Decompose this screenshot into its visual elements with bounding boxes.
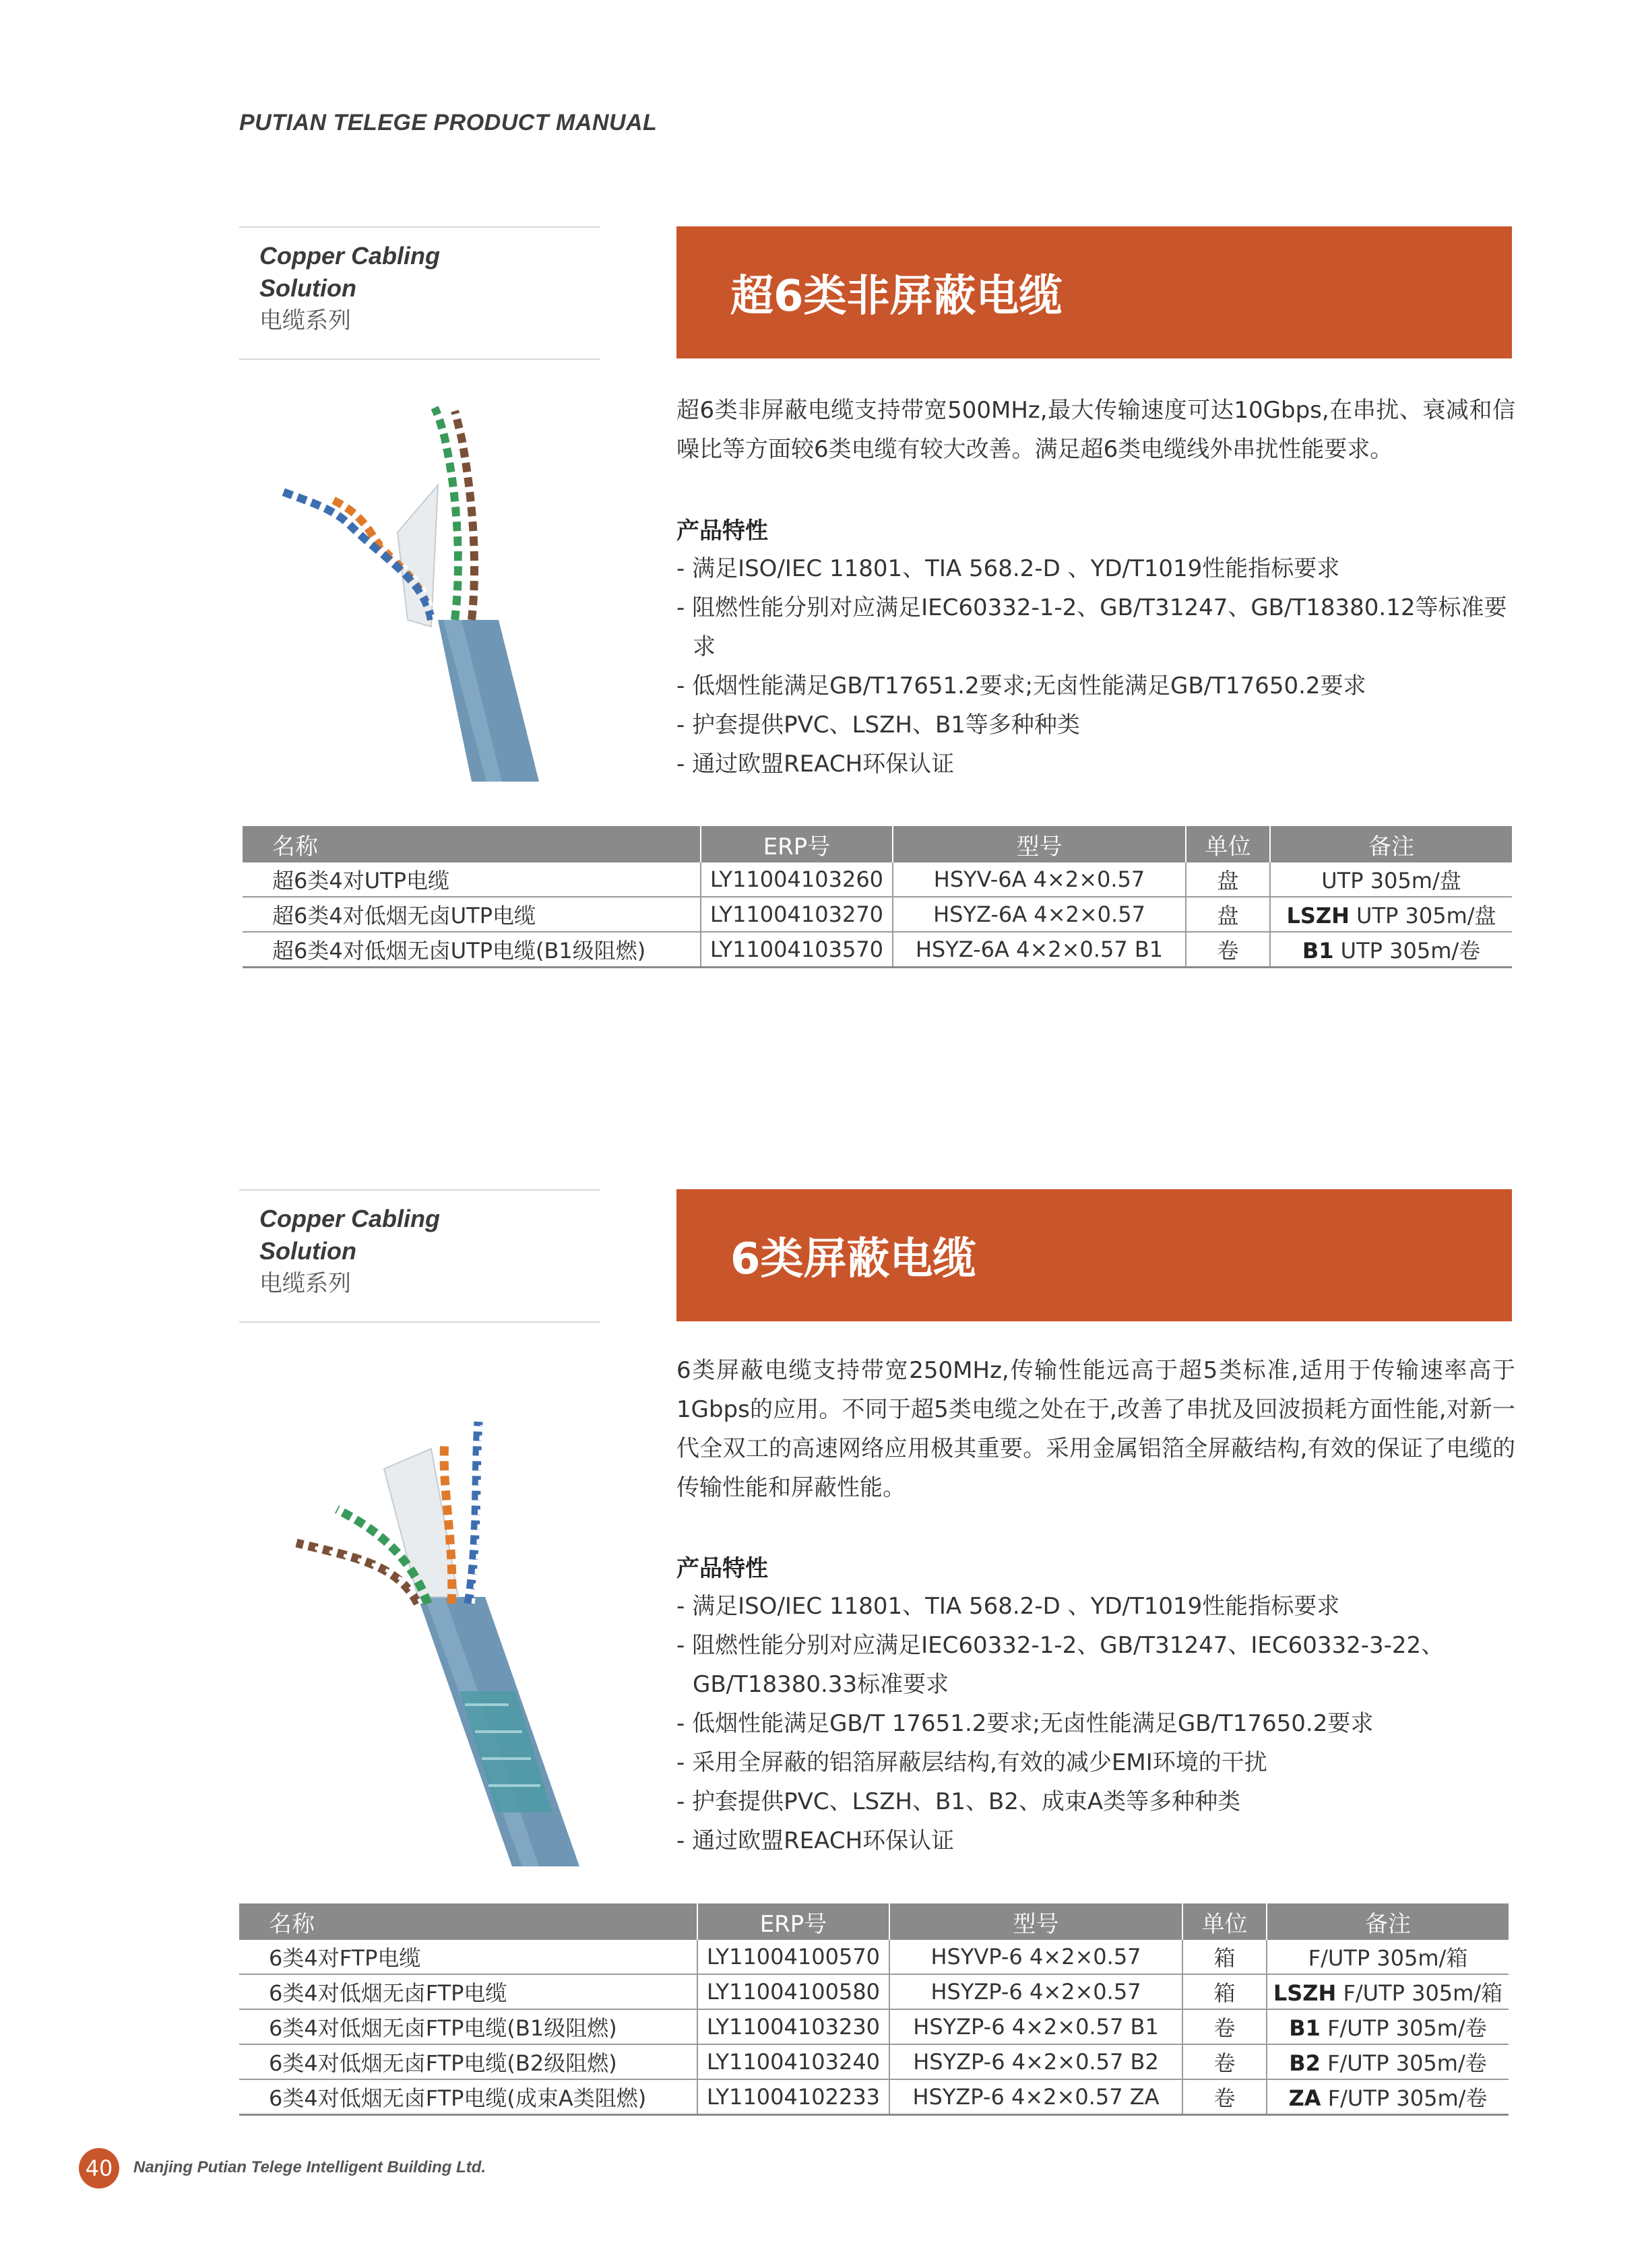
cell-unit: 箱 (1182, 1940, 1267, 1974)
page-number-badge (79, 2148, 119, 2188)
table-row (239, 1940, 1509, 1974)
cell-note (1270, 862, 1512, 897)
features-list (676, 1587, 1512, 1860)
page-number: 40 (85, 2155, 113, 2181)
feature-item: - 满足ISO/IEC 11801、TIA 568.2-D 、YD/T1019性能指标要求 (676, 555, 1340, 582)
note-bold: LSZH (1273, 1980, 1337, 2006)
table-row (243, 897, 1512, 932)
cell-model: HSYZ-6A 4×2×0.57 B1 (893, 932, 1186, 968)
feature-item: - 护套提供PVC、LSZH、B1等多种种类 (676, 712, 1080, 738)
cell-erp: LY11004100580 (697, 1974, 889, 2009)
product-table (239, 1903, 1509, 2116)
note-bold: B1 (1302, 938, 1334, 964)
cell-model: HSYVP-6 4×2×0.57 (889, 1940, 1182, 1974)
cell-unit: 卷 (1182, 2009, 1267, 2044)
col-header-unit: 单位 (1186, 826, 1270, 862)
feature-item: - 满足ISO/IEC 11801、TIA 568.2-D 、YD/T1019性能指标要求 (676, 1593, 1340, 1620)
section-title-text: 6类屏蔽电缆 (730, 1234, 976, 1284)
side-label-en-line1: Copper Cabling (259, 1205, 440, 1232)
col-header-note: 备注 (1267, 1903, 1509, 1940)
note-text: UTP 305m/盘 (1349, 903, 1496, 928)
feature-item: - 通过欧盟REACH环保认证 (676, 1827, 955, 1854)
note-bold: LSZH (1286, 903, 1350, 928)
note-text: F/UTP 305m/卷 (1321, 2085, 1488, 2111)
side-label-cn: 电缆系列 (259, 307, 351, 334)
note-bold: ZA (1288, 2085, 1321, 2111)
note-bold: B2 (1289, 2050, 1321, 2076)
section-title-cat6-ftp (676, 1189, 1512, 1321)
cell-unit: 卷 (1182, 2044, 1267, 2079)
table-header-row (243, 826, 1512, 862)
cell-model: HSYZP-6 4×2×0.57 B1 (889, 2009, 1182, 2044)
feature-item: - 低烟性能满足GB/T 17651.2要求;无卤性能满足GB/T17650.2要求 (676, 1710, 1374, 1737)
feature-item: - 护套提供PVC、LSZH、B1、B2、成束A类等多种种类 (676, 1788, 1241, 1815)
section-title-text: 超6类非屏蔽电缆 (730, 272, 1063, 321)
cell-model: HSYZ-6A 4×2×0.57 (893, 897, 1186, 932)
cell-model: HSYZP-6 4×2×0.57 (889, 1974, 1182, 2009)
cell-erp: LY11004102233 (697, 2079, 889, 2115)
table-row (239, 2044, 1509, 2079)
cell-note (1267, 1940, 1509, 1974)
manual-title: PUTIAN TELEGE PRODUCT MANUAL (239, 110, 658, 135)
feature-item: - 通过欧盟REACH环保认证 (676, 751, 955, 778)
note-text: F/UTP 305m/箱 (1308, 1945, 1468, 1971)
cell-unit: 卷 (1182, 2079, 1267, 2115)
cat6a-utp-cable-photo (270, 398, 606, 782)
col-header-erp: ERP号 (697, 1903, 889, 1940)
cell-model: HSYZP-6 4×2×0.57 B2 (889, 2044, 1182, 2079)
side-label-cn: 电缆系列 (259, 1270, 351, 1297)
cell-note (1270, 897, 1512, 932)
feature-item: - 阻燃性能分别对应满足IEC60332-1-2、GB/T31247、IEC60332-3-22、GB/T18380.33标准要求 (676, 1632, 1445, 1698)
col-header-model: 型号 (889, 1903, 1182, 1940)
cell-erp: LY11004103240 (697, 2044, 889, 2079)
table-row (243, 862, 1512, 897)
footer-company: Nanjing Putian Telege Intelligent Building Ltd. (133, 2158, 486, 2176)
note-text: UTP 305m/盘 (1321, 868, 1461, 893)
table-header-row (239, 1903, 1509, 1940)
cell-erp: LY11004103270 (701, 897, 893, 932)
features-title: 产品特性 (676, 517, 768, 544)
note-text: F/UTP 305m/卷 (1320, 2015, 1487, 2041)
cell-note (1267, 2044, 1509, 2079)
side-label (239, 226, 600, 360)
feature-item: - 低烟性能满足GB/T17651.2要求;无卤性能满足GB/T17650.2要求 (676, 672, 1366, 699)
cell-unit: 卷 (1186, 932, 1270, 968)
cell-note (1267, 2079, 1509, 2115)
feature-item: - 采用全屏蔽的铝箔屏蔽层结构,有效的减少EMI环境的干扰 (676, 1749, 1267, 1776)
note-bold: B1 (1289, 2015, 1321, 2041)
side-label (239, 1189, 600, 1323)
cell-unit: 盘 (1186, 862, 1270, 897)
table-row (239, 1974, 1509, 2009)
table-row (243, 932, 1512, 968)
cell-name: 超6类4对UTP电缆 (243, 862, 701, 897)
cell-name: 超6类4对低烟无卤UTP电缆(B1级阻燃) (243, 932, 701, 968)
cell-name: 6类4对低烟无卤FTP电缆(B2级阻燃) (239, 2044, 697, 2079)
cell-model: HSYZP-6 4×2×0.57 ZA (889, 2079, 1182, 2115)
features-list (676, 549, 1512, 784)
table-row (239, 2079, 1509, 2115)
cell-erp: LY11004103570 (701, 932, 893, 968)
cell-note (1267, 2009, 1509, 2044)
note-text: F/UTP 305m/箱 (1336, 1980, 1503, 2006)
product-table (243, 826, 1512, 968)
section-description: 超6类非屏蔽电缆支持带宽500MHz,最大传输速度可达10Gbps,在串扰、衰减和信噪比等方面较6类电缆有较大改善。满足超6类电缆线外串扰性能要求。 (676, 397, 1515, 463)
side-label-en-line2: Solution (259, 274, 356, 302)
cell-erp: LY11004103260 (701, 862, 893, 897)
cell-name: 6类4对低烟无卤FTP电缆 (239, 1974, 697, 2009)
cell-name: 超6类4对低烟无卤UTP电缆 (243, 897, 701, 932)
cell-erp: LY11004100570 (697, 1940, 889, 1974)
cell-name: 6类4对FTP电缆 (239, 1940, 697, 1974)
side-label-en-line1: Copper Cabling (259, 242, 440, 270)
cell-note (1270, 932, 1512, 968)
col-header-unit: 单位 (1182, 1903, 1267, 1940)
feature-item: - 阻燃性能分别对应满足IEC60332-1-2、GB/T31247、GB/T18380.12等标准要求 (676, 594, 1507, 660)
cell-unit: 箱 (1182, 1974, 1267, 2009)
col-header-erp: ERP号 (701, 826, 893, 862)
note-text: UTP 305m/卷 (1333, 938, 1481, 964)
section-title-cat6a-utp (676, 226, 1512, 358)
cat6-ftp-cable-photo (283, 1408, 606, 1866)
features-title: 产品特性 (676, 1555, 768, 1582)
cell-model: HSYV-6A 4×2×0.57 (893, 862, 1186, 897)
col-header-name: 名称 (243, 826, 701, 862)
cell-note (1267, 1974, 1509, 2009)
note-text: F/UTP 305m/卷 (1320, 2050, 1487, 2076)
col-header-note: 备注 (1270, 826, 1512, 862)
cell-unit: 盘 (1186, 897, 1270, 932)
side-label-en-line2: Solution (259, 1237, 356, 1265)
cell-erp: LY11004103230 (697, 2009, 889, 2044)
col-header-name: 名称 (239, 1903, 697, 1940)
cell-name: 6类4对低烟无卤FTP电缆(B1级阻燃) (239, 2009, 697, 2044)
cell-name: 6类4对低烟无卤FTP电缆(成束A类阻燃) (239, 2079, 697, 2115)
table-row (239, 2009, 1509, 2044)
section-description: 6类屏蔽电缆支持带宽250MHz,传输性能远高于超5类标准,适用于传输速率高于1Gbps的应用。不同于超5类电缆之处在于,改善了串扰及回波损耗方面性能,对新一代全双工的高速网络应用极其重要。采用金属铝箔全屏蔽结构,有效的保证了电缆的传输性能和屏蔽性能。 (676, 1357, 1515, 1501)
col-header-model: 型号 (893, 826, 1186, 862)
